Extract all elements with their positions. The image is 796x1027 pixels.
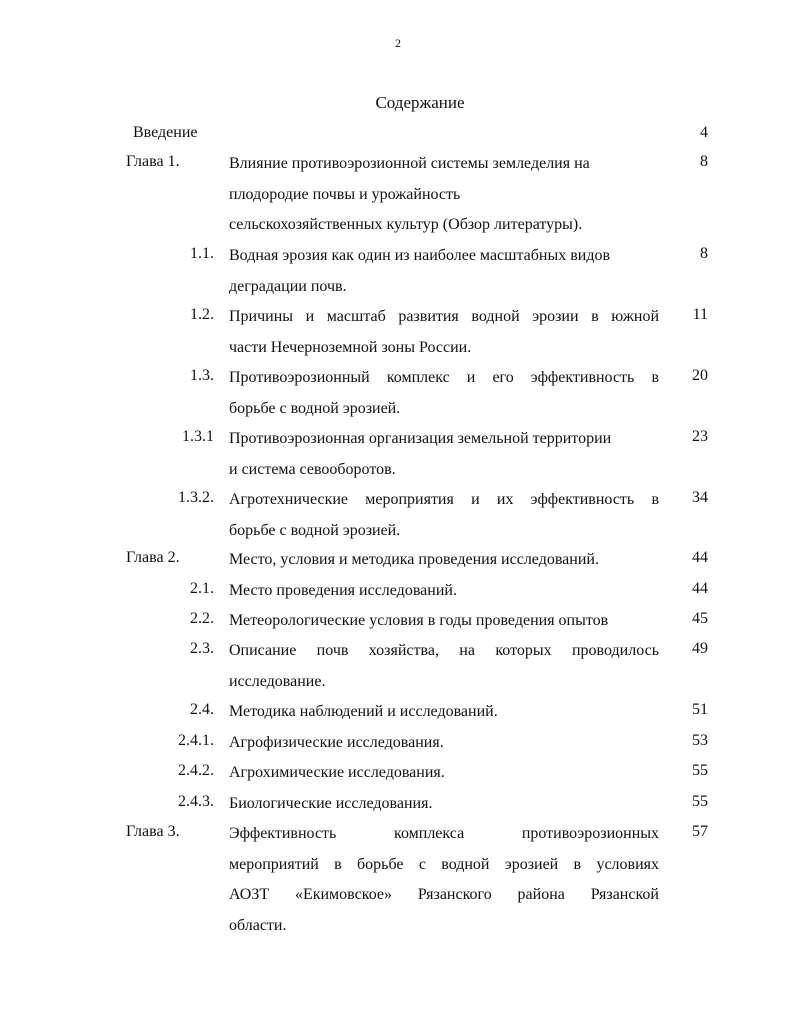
toc-entry-line: Противоэрозионная организация земельной территории: [229, 430, 612, 447]
toc-entry-text: [229, 697, 659, 728]
toc-entry-label: 1.1.: [190, 245, 214, 262]
toc-entry-page: 51: [692, 701, 708, 718]
toc-entry-line: Место проведения исследований.: [229, 582, 457, 599]
toc-entry-label: 2.1.: [190, 580, 214, 597]
toc-entry-label: 1.3.: [190, 367, 214, 384]
toc-entry-label: Введение: [133, 124, 198, 141]
toc-entry-line: Биологические исследования.: [229, 795, 433, 812]
toc-entry-text: [229, 758, 659, 789]
toc-entry-page: 45: [692, 610, 708, 627]
toc-entry-line: Место, условия и методика проведения исследований.: [229, 551, 599, 568]
toc-entry-page: 44: [692, 580, 708, 597]
toc-entry-label: 1.3.2.: [178, 489, 214, 506]
toc-entry-line: АОЗТ «Екимовское» Рязанского района Рязанской: [229, 886, 659, 903]
toc-entry-line: Агротехнические мероприятия и их эффективность в: [229, 491, 659, 508]
toc-entry-line: сельскохозяйственных культур (Обзор литературы).: [229, 216, 583, 233]
toc-entry-line: Метеорологические условия в годы проведения опытов: [229, 612, 609, 629]
toc-entry-label: Глава 2.: [126, 549, 180, 566]
toc-entry-page: 4: [700, 124, 708, 141]
toc-entry-page: 8: [700, 245, 708, 262]
toc-entry-text: [229, 576, 659, 607]
toc-entry-line: исследование.: [229, 672, 326, 690]
toc-entry-page: 55: [692, 762, 708, 779]
toc-entry-label: 2.4.1.: [178, 732, 214, 749]
toc-entry-label: Глава 3.: [126, 823, 180, 840]
toc-entry-page: 44: [692, 549, 708, 566]
toc-entry-page: 57: [692, 823, 708, 840]
toc-entry-text: [229, 485, 659, 546]
toc-entry-label: 2.2.: [190, 610, 214, 627]
toc-entry-text: [229, 819, 659, 941]
toc-entry-label: 1.3.1: [182, 428, 214, 445]
toc-entry-label: 1.2.: [190, 306, 214, 323]
toc-entry-line: области.: [229, 916, 287, 934]
toc-entry-line: плодородие почвы и урожайность: [229, 185, 461, 203]
toc-entry-label: 2.4.2.: [178, 762, 214, 779]
toc-entry-page: 20: [692, 367, 708, 384]
toc-entry-line: борьбе с водной эрозией.: [229, 521, 401, 539]
toc-entry-label: Глава 1.: [126, 153, 180, 170]
toc-entry-line: части Нечерноземной зоны России.: [229, 338, 472, 356]
toc-entry-text: [229, 241, 659, 302]
toc-entry-page: 8: [700, 153, 708, 170]
toc-entry-page: 49: [692, 640, 708, 657]
toc-entry-line: и система севооборотов.: [229, 460, 396, 478]
toc-entry-text: [229, 302, 659, 363]
toc-entry-page: 34: [692, 489, 708, 506]
toc-entry-page: 11: [692, 306, 708, 323]
toc-entry-text: [229, 789, 659, 820]
toc-entry-line: Агрофизические исследования.: [229, 734, 444, 751]
page-number: 2: [395, 36, 401, 50]
toc-title: Содержание: [375, 93, 465, 112]
toc-entry-line: Водная эрозия как один из наиболее масштабных видов: [229, 247, 611, 264]
toc-entry-line: Причины и масштаб развития водной эрозии в южной: [229, 308, 659, 325]
toc-entry-text: [229, 728, 659, 759]
toc-entry-page: 53: [692, 732, 708, 749]
toc-entry-label: 2.3.: [190, 640, 214, 657]
toc-entry-text: [229, 636, 659, 697]
toc-entry-line: Влияние противоэрозионной системы земледелия на: [229, 155, 590, 172]
toc-entry-label: 2.4.: [190, 701, 214, 718]
toc-entry-line: деградации почв.: [229, 277, 347, 295]
toc-entry-text: [229, 545, 659, 576]
toc-entry-text: [229, 149, 659, 241]
toc-entry-line: Эффективность комплекса противоэрозионных: [229, 825, 659, 842]
toc-entry-line: Противоэрозионный комплекс и его эффективность в: [229, 369, 659, 386]
toc-entry-line: мероприятий в борьбе с водной эрозией в условиях: [229, 855, 659, 873]
toc-entry-text: [229, 606, 659, 637]
toc-entry-line: Агрохимические исследования.: [229, 764, 445, 781]
toc-entry-text: [229, 363, 659, 424]
toc-entry-line: борьбе с водной эрозией.: [229, 399, 401, 417]
toc-entry-label: 2.4.3.: [178, 793, 214, 810]
toc-entry-page: 23: [692, 428, 708, 445]
toc-entry-page: 55: [692, 793, 708, 810]
toc-entry-line: Описание почв хозяйства, на которых проводилось: [229, 642, 659, 659]
toc-entry-line: Методика наблюдений и исследований.: [229, 703, 498, 720]
toc-entry-text: [229, 424, 659, 485]
